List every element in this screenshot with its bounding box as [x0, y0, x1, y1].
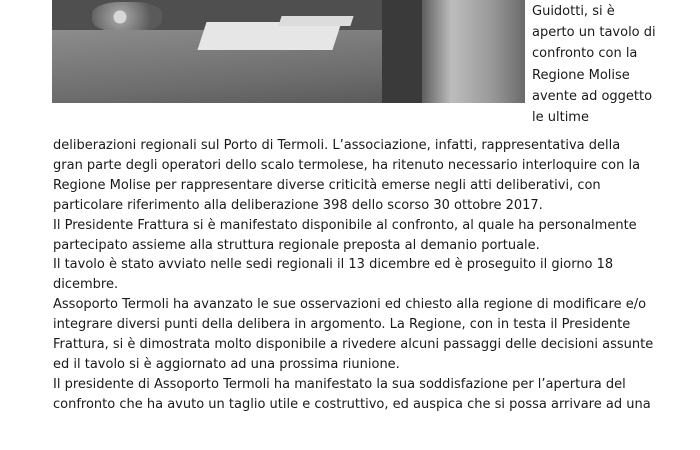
- body-line: Assoporto Termoli ha avanzato le sue osservazioni ed chiesto alla regione di modificare e/o: [53, 297, 647, 313]
- meeting-photo: [52, 0, 525, 103]
- side-line: Regione Molise: [532, 67, 630, 83]
- side-line: aperto un tavolo di: [532, 25, 656, 41]
- body-line: ed il tavolo si è aggiornato ad una prossima riunione.: [53, 356, 400, 372]
- body-line: partecipato assieme alla struttura regionale preposta al demanio portuale.: [53, 237, 540, 253]
- article-body: [53, 136, 698, 415]
- body-line: Il tavolo è stato avviato nelle sedi regionali il 13 dicembre ed è proseguito il giorno 18: [53, 257, 614, 273]
- side-line: Guidotti, si è: [532, 4, 615, 19]
- side-line: le ultime: [532, 110, 589, 126]
- body-line: confronto che ha avuto un taglio utile e costruttivo, ed auspica che si possa arrivare ad una: [53, 396, 651, 412]
- side-line: confronto con la: [532, 46, 638, 62]
- body-line: deliberazioni regionali sul Porto di Termoli. L’associazione, infatti, rappresentativa della: [53, 138, 621, 153]
- body-line: dicembre.: [53, 277, 119, 293]
- side-line: avente ad oggetto: [532, 88, 653, 104]
- body-line: gran parte degli operatori dello scalo termolese, ha ritenuto necessario interloquire con la: [53, 157, 641, 173]
- body-line: Il presidente di Assoporto Termoli ha manifestato la sua soddisfazione per l’apertura del: [53, 376, 626, 392]
- body-line: Il Presidente Frattura si è manifestato disponibile al confronto, al quale ha personalmente: [53, 217, 637, 233]
- body-line: Regione Molise per rappresentare diverse criticità emerse negli atti deliberativi, con: [53, 177, 601, 193]
- body-line: integrare diversi punti della delibera in argomento. La Regione, con in testa il Presidente: [53, 317, 631, 333]
- body-line: particolare riferimento alla deliberazione 398 dello scorso 30 ottobre 2017.: [53, 197, 543, 213]
- body-line: Frattura, si è dimostrata molto disponibile a rivedere alcuni passaggi delle decisioni assunte: [53, 337, 654, 353]
- side-text-column: [532, 1, 700, 128]
